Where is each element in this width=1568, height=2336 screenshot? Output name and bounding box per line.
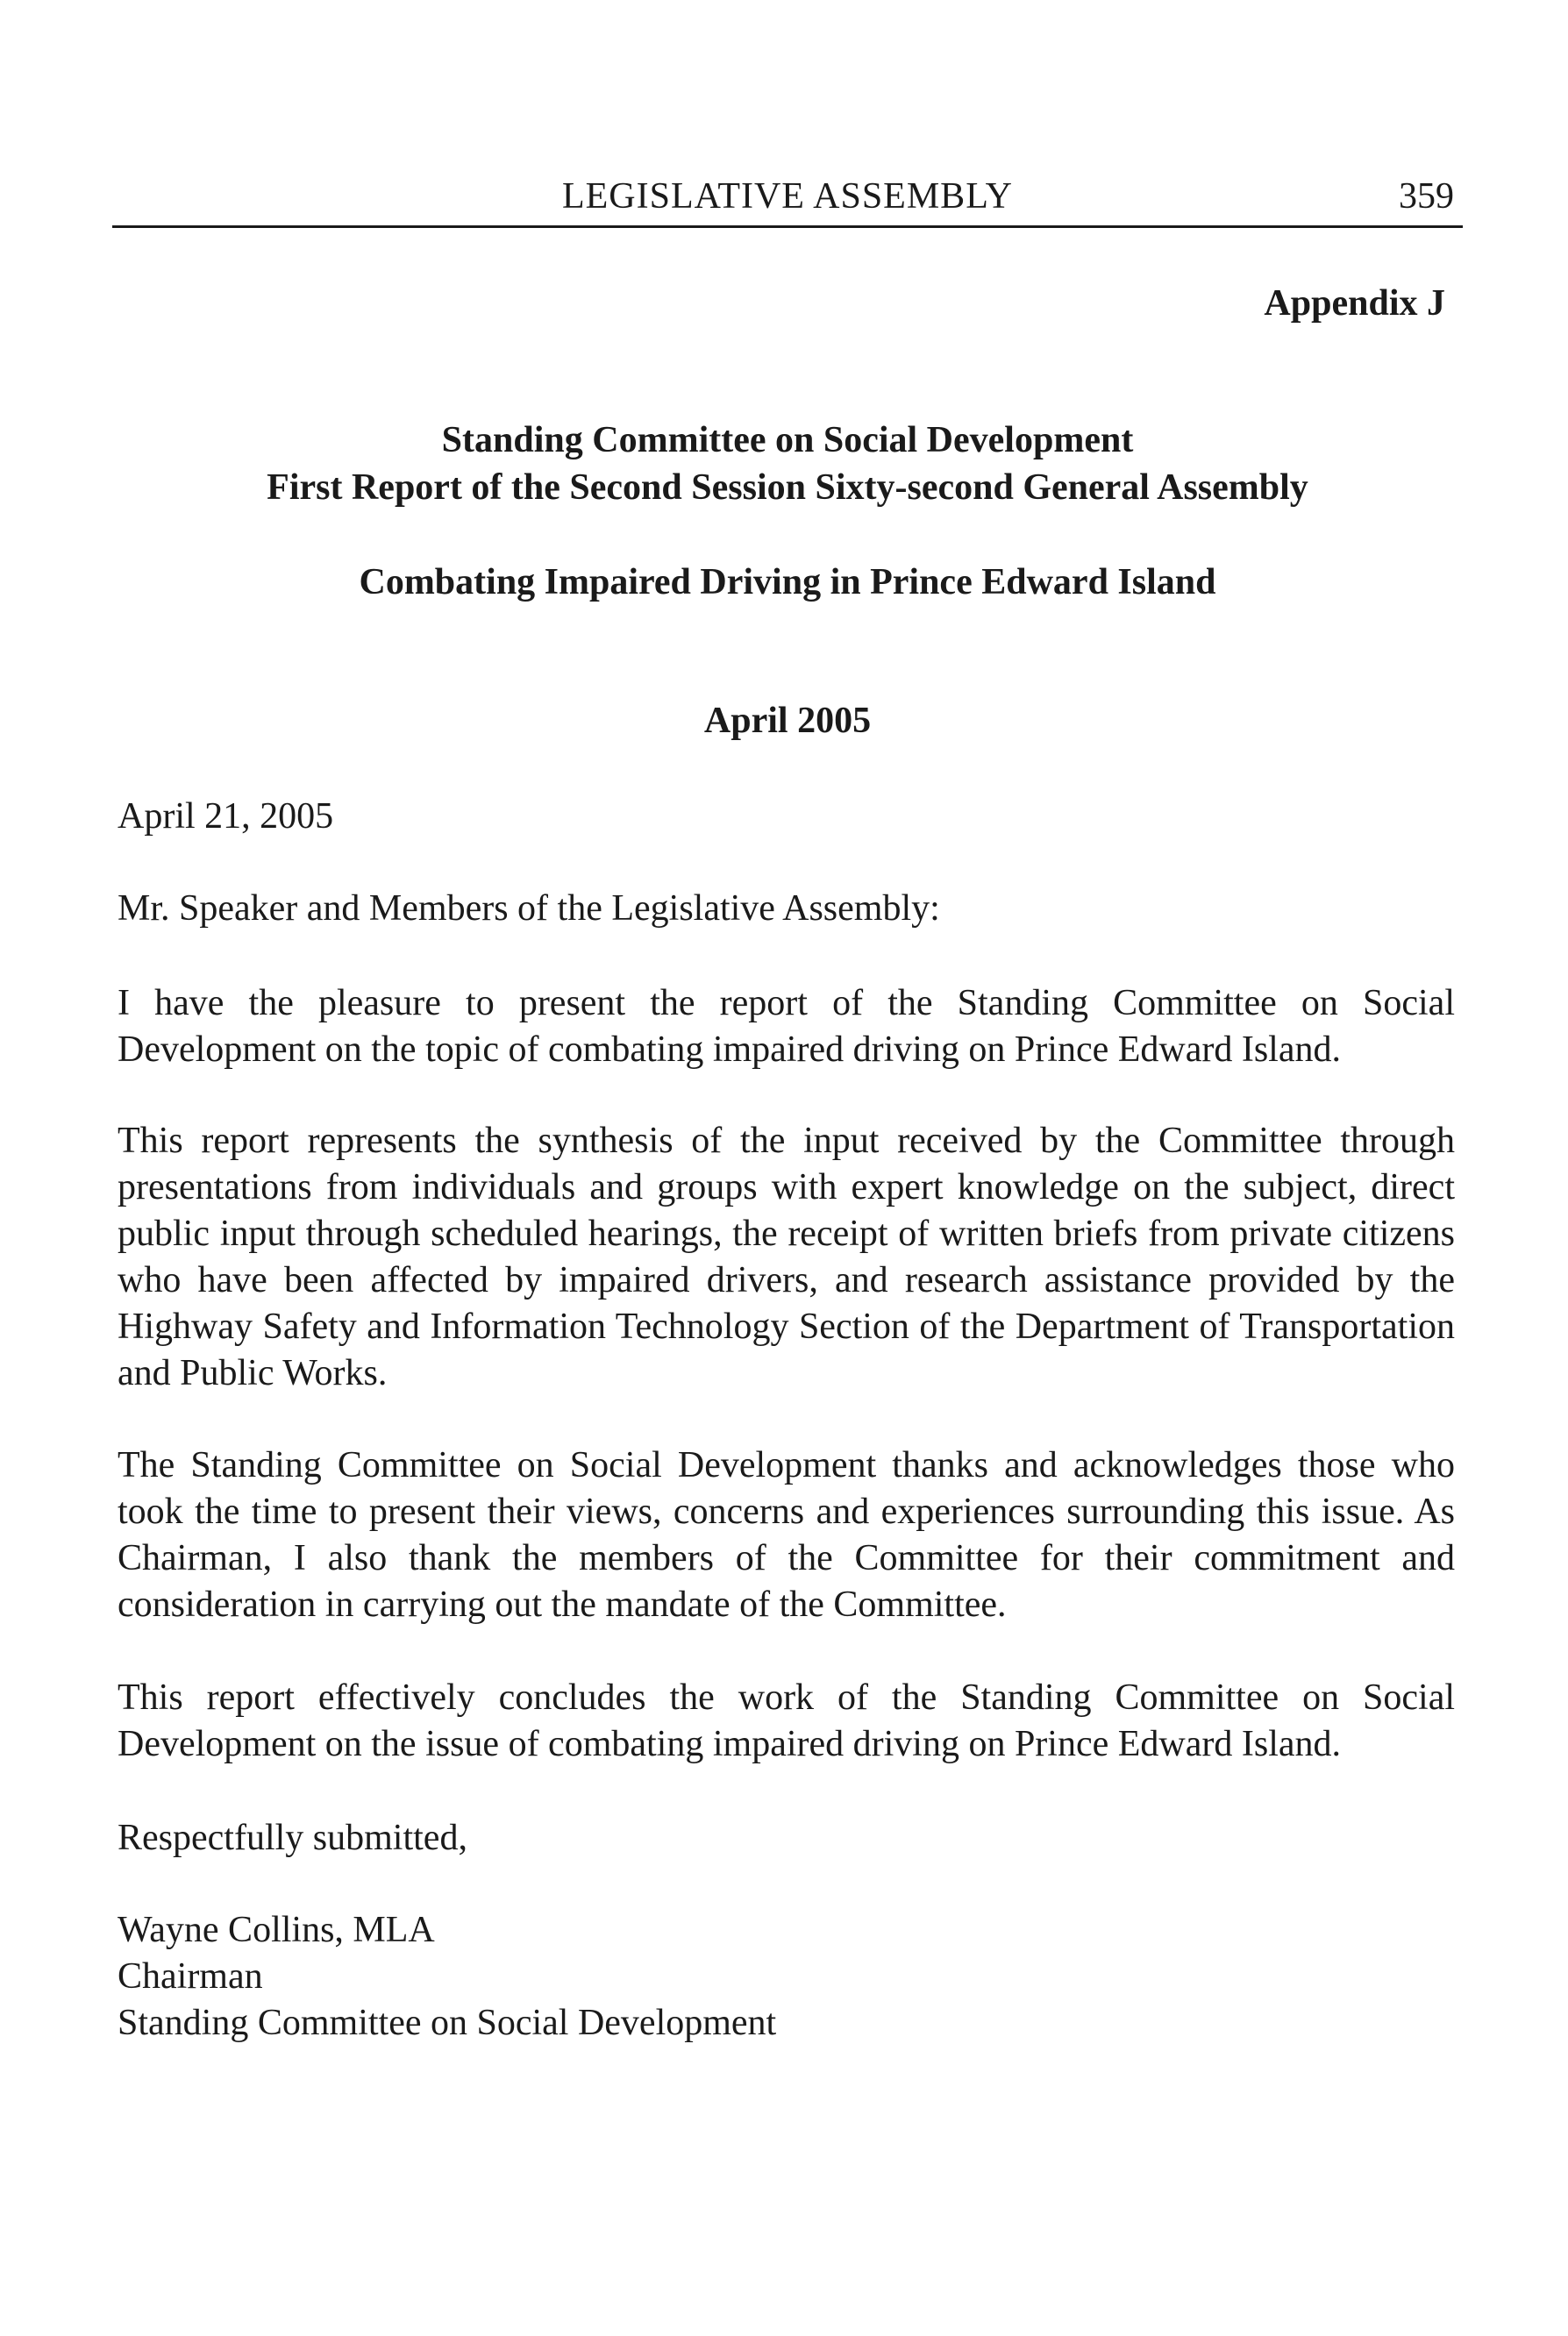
running-header — [112, 175, 1463, 224]
topic-heading: Combating Impaired Driving in Prince Edward Island — [359, 562, 1216, 602]
report-heading: First Report of the Second Session Sixty-second General Assembly — [267, 467, 1308, 508]
committee-heading: Standing Committee on Social Development — [441, 420, 1134, 460]
header-rule — [112, 225, 1463, 228]
letter-date: April 21, 2005 — [118, 796, 334, 837]
report-date-heading: April 2005 — [703, 701, 872, 741]
paragraph-conclusion: This report effectively concludes the work of the Standing Committee on Social Development on the issue of combating impaired driving on Prince Edward Island. — [118, 1677, 1455, 1764]
letter-salutation: Mr. Speaker and Members of the Legislative Assembly: — [118, 888, 940, 929]
signatory-committee: Standing Committee on Social Development — [118, 2003, 777, 2043]
paragraph-presentation: I have the pleasure to present the report of the Standing Committee on Social Development on the topic of combating impaired driving on Prince Edward Island. — [118, 983, 1455, 1070]
page-number: 359 — [1399, 176, 1454, 217]
signature-block — [118, 1907, 1455, 2047]
paragraph-synthesis: This report represents the synthesis of the input received by the Committee through presentations from individuals and groups with expert knowledge on the subject, direct public input through scheduled hearings, the receipt of written briefs from private citizens who have been affected by impaired drivers, and research assistance provided by the Highway Safety and Information Technology Section of the Department of Transportation and Public Works. — [118, 1121, 1455, 1393]
appendix-label: Appendix J — [1264, 283, 1445, 324]
running-title: LEGISLATIVE ASSEMBLY — [562, 176, 1013, 217]
paragraph-acknowledgements: The Standing Committee on Social Development thanks and acknowledges those who took the time to present their views, concerns and experiences surrounding this issue. As Chairman, I also thank the members of the Committee for their commitment and consideration in carrying out the mandate of the Committee. — [118, 1445, 1455, 1625]
signatory-title: Chairman — [118, 1956, 263, 1997]
signatory-name: Wayne Collins, MLA — [118, 1910, 435, 1950]
letter-closing: Respectfully submitted, — [118, 1818, 467, 1858]
